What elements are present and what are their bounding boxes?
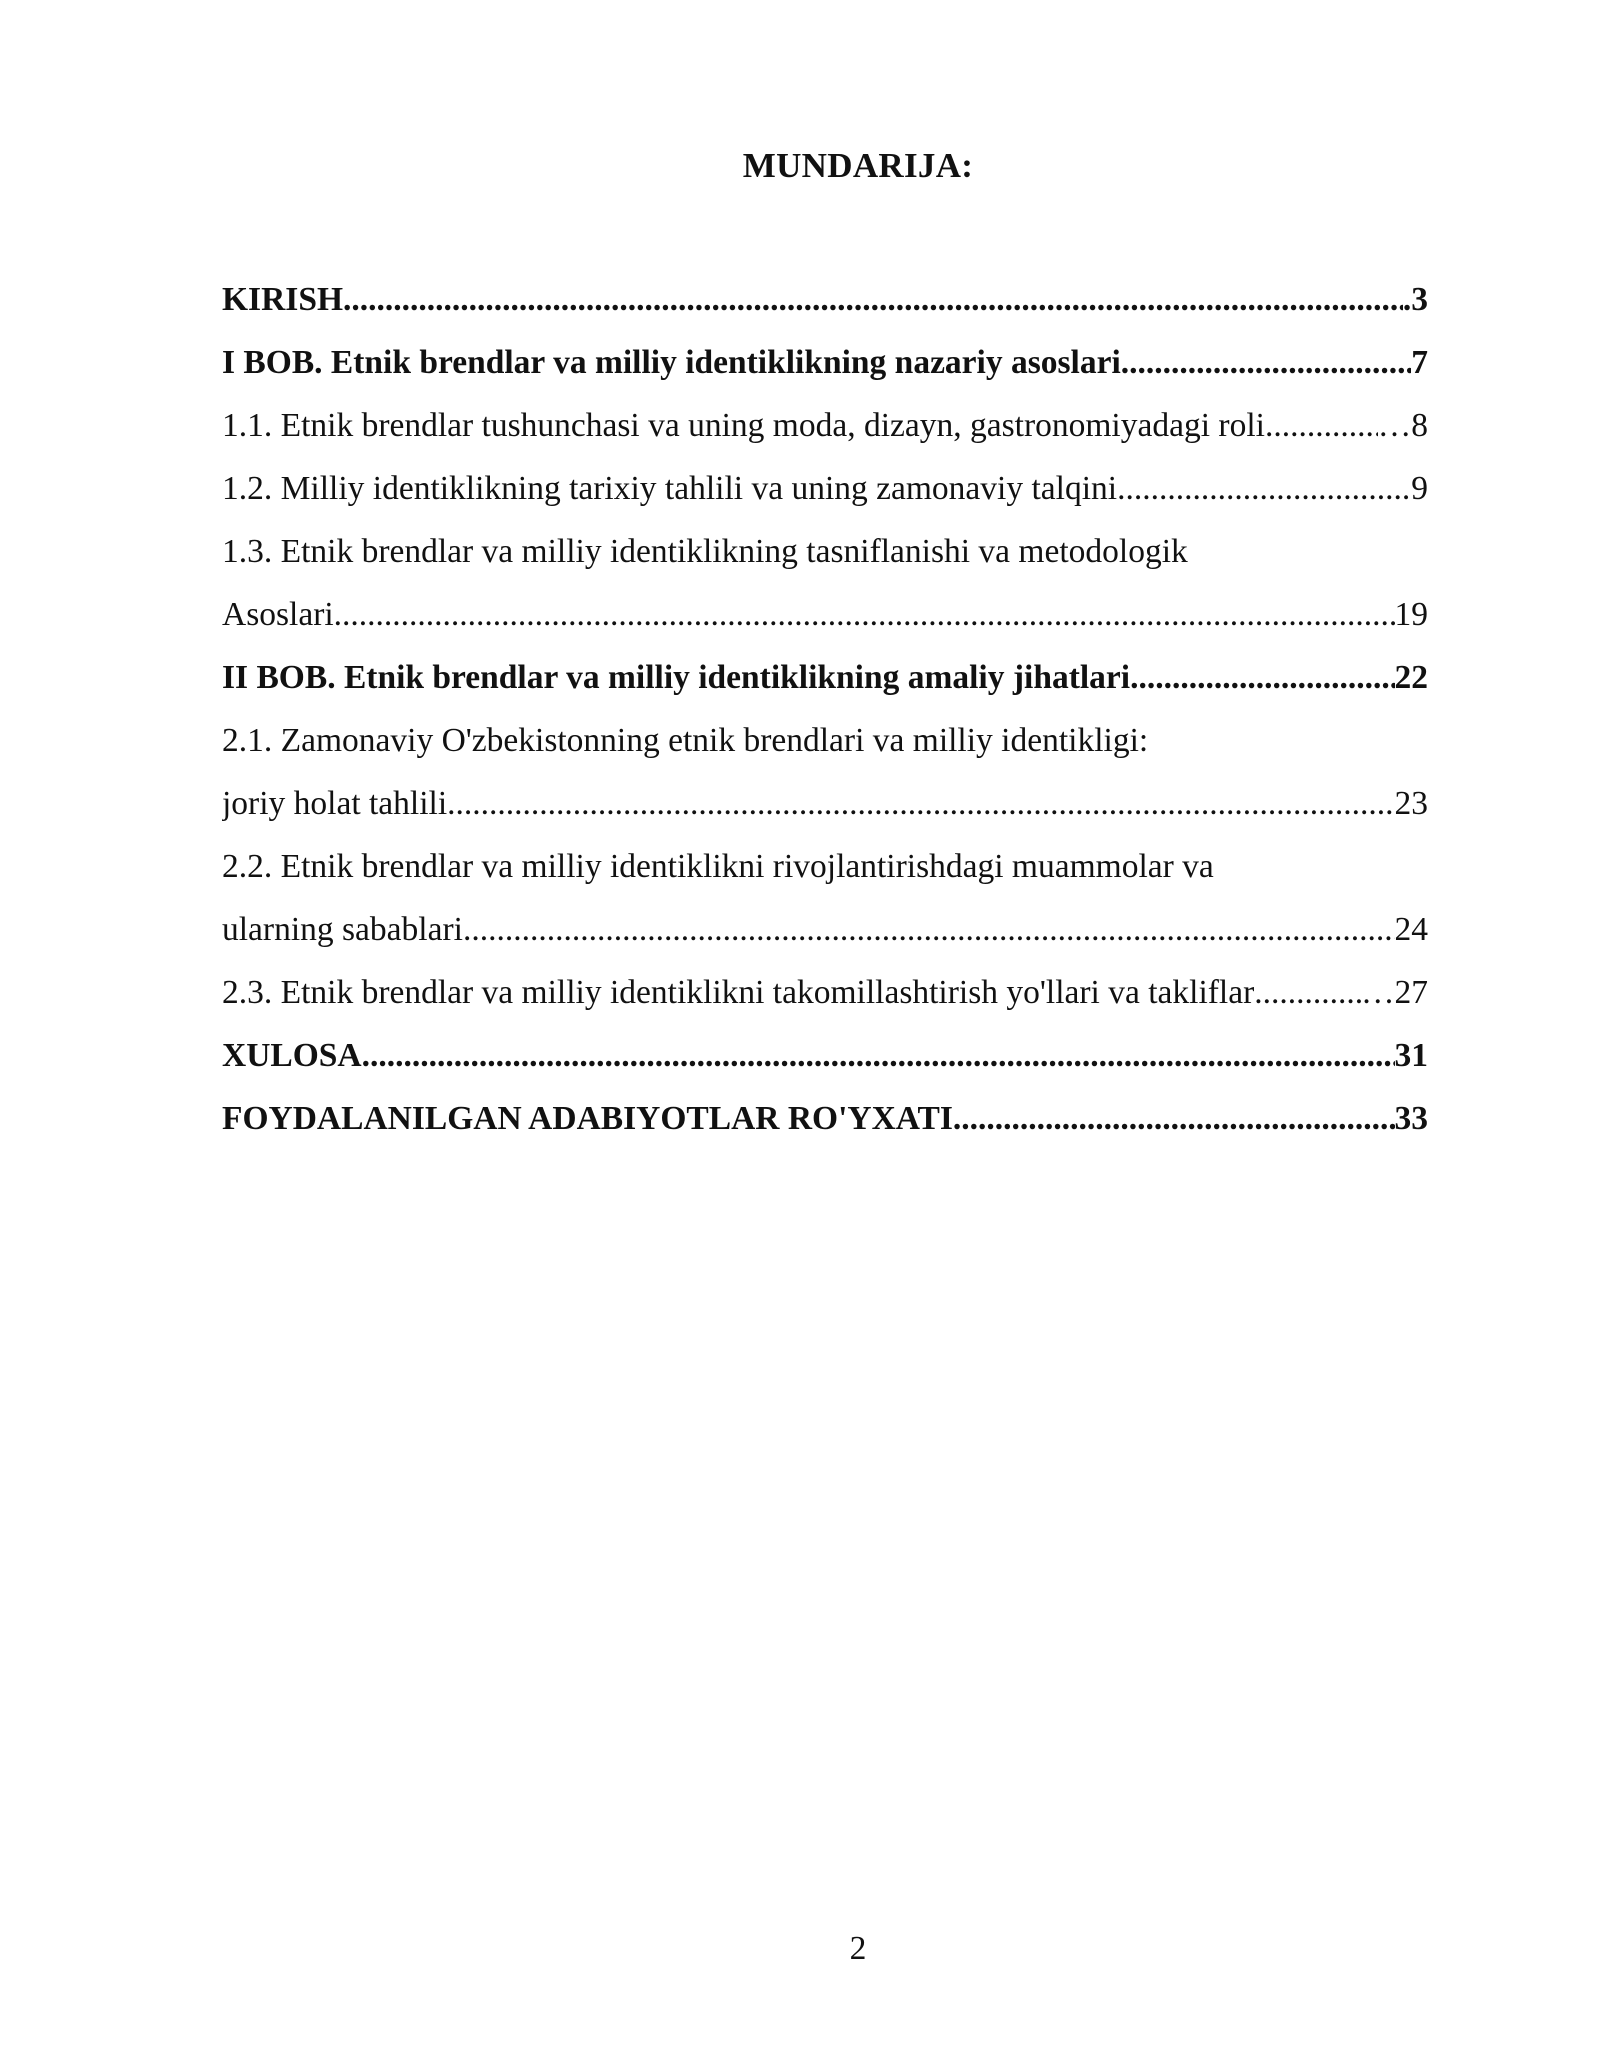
toc-dot-leader [343, 268, 1403, 331]
toc-dot-leader [953, 1087, 1395, 1150]
toc-entry-text: ularning sabablari [222, 911, 463, 948]
toc-entry-chapter-1[interactable] [222, 331, 1428, 394]
toc-entry-text: 1.1. Etnik brendlar tushunchasi va uning moda, dizayn, gastronomiyadagi roli [222, 407, 1265, 444]
toc-entry-page: .3 [1402, 281, 1428, 318]
toc-dot-leader [447, 772, 1394, 835]
toc-entry-page: …27 [1361, 974, 1428, 1011]
toc-dot-leader [1121, 331, 1411, 394]
toc-entry-text: 2.2. Etnik brendlar va milliy identiklikni rivojlantirishdagi muammolar va [222, 848, 1214, 885]
toc-entry-page: 9 [1411, 470, 1428, 507]
toc-entry-text: 1.3. Etnik brendlar va milliy identiklikning tasniflanishi va metodologik [222, 533, 1188, 570]
toc-dot-leader [1265, 394, 1378, 457]
toc-entry-text: Asoslari [222, 596, 334, 633]
toc-dot-leader [1117, 457, 1411, 520]
toc-entry-chapter-2[interactable] [222, 646, 1428, 709]
toc-dot-leader [1254, 961, 1361, 1024]
toc-entry-page: 7 [1411, 344, 1428, 381]
toc-entry-page: 33 [1394, 1100, 1428, 1137]
toc-entry-xulosa[interactable] [222, 1024, 1428, 1087]
toc-entry-section-1-3[interactable] [222, 520, 1428, 583]
toc-entry-references[interactable] [222, 1087, 1428, 1150]
toc-entry-text: 2.1. Zamonaviy O'zbekistonning etnik brendlari va milliy identikligi: [222, 722, 1149, 759]
toc-entry-section-2-1-cont[interactable] [222, 772, 1428, 835]
toc-dot-leader [362, 1024, 1395, 1087]
toc-entry-text: 1.2. Milliy identiklikning tarixiy tahlili va uning zamonaviy talqini [222, 470, 1118, 507]
toc-entry-section-2-2-cont[interactable] [222, 898, 1428, 961]
table-of-contents [222, 268, 1428, 1150]
toc-dot-leader [463, 898, 1395, 961]
toc-entry-page: 31 [1394, 1037, 1428, 1074]
toc-entry-section-1-3-cont[interactable] [222, 583, 1428, 646]
toc-entry-text: 2.3. Etnik brendlar va milliy identiklikni takomillashtirish yo'llari va takliflar [222, 974, 1255, 1011]
page-number: 2 [849, 1930, 867, 1967]
toc-entry-kirish[interactable] [222, 268, 1428, 331]
toc-entry-text: joriy holat tahlili [222, 785, 448, 822]
toc-dot-leader [1130, 646, 1394, 709]
toc-entry-section-2-2[interactable] [222, 835, 1428, 898]
page-title: MUNDARIJA: [742, 146, 974, 185]
toc-entry-page: 22 [1394, 659, 1428, 696]
toc-entry-text: XULOSA [222, 1037, 362, 1074]
toc-entry-section-2-1[interactable] [222, 709, 1428, 772]
toc-entry-text: II BOB. Etnik brendlar va milliy identiklikning amaliy jihatlari [222, 659, 1131, 696]
toc-entry-text: KIRISH [222, 281, 344, 318]
toc-entry-text: I BOB. Etnik brendlar va milliy identiklikning nazariy asoslari [222, 344, 1121, 381]
toc-entry-section-1-1[interactable] [222, 394, 1428, 457]
toc-entry-page: 23 [1394, 785, 1428, 822]
toc-entry-page: …8 [1377, 407, 1428, 444]
toc-entry-page: 19 [1394, 596, 1428, 633]
toc-entry-section-2-3[interactable] [222, 961, 1428, 1024]
toc-entry-text: FOYDALANILGAN ADABIYOTLAR RO'YXATI [222, 1100, 953, 1137]
toc-entry-page: 24 [1394, 911, 1428, 948]
toc-entry-section-1-2[interactable] [222, 457, 1428, 520]
toc-dot-leader [334, 583, 1395, 646]
